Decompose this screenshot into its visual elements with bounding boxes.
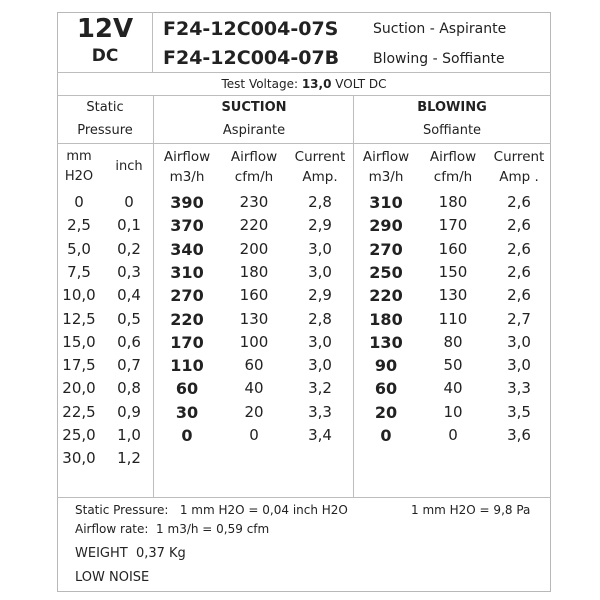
cell-suction-airflow-cfm: 100 bbox=[239, 332, 269, 351]
cell-inch: 0 bbox=[124, 193, 134, 211]
cell-inch: 0,5 bbox=[117, 309, 141, 328]
cell-suction-airflow-m3h: 60 bbox=[175, 379, 199, 399]
cell-mm-h2o: 15,0 bbox=[62, 332, 96, 351]
cell-mm-h2o: 25,0 bbox=[62, 426, 96, 444]
cell-inch: 0,2 bbox=[117, 239, 141, 258]
cell-mm-h2o: 20,0 bbox=[62, 379, 96, 398]
cell-blowing-airflow-cfm: 50 bbox=[443, 356, 463, 375]
cell-mm-h2o: 10,0 bbox=[62, 286, 96, 305]
cell-suction-current: 3,0 bbox=[308, 262, 332, 281]
cell-mm-h2o: 2,5 bbox=[67, 216, 91, 235]
cell-inch: 1,0 bbox=[117, 426, 141, 444]
cell-suction-airflow-cfm: 160 bbox=[239, 286, 269, 305]
cell-blowing-airflow-cfm: 0 bbox=[448, 426, 458, 444]
cell-blowing-current: 3,5 bbox=[507, 402, 531, 421]
cell-blowing-current: 2,6 bbox=[507, 262, 531, 281]
cell-suction-airflow-cfm: 20 bbox=[244, 402, 264, 421]
cell-mm-h2o: 17,5 bbox=[62, 356, 96, 375]
cell-blowing-airflow-m3h: 250 bbox=[369, 262, 403, 282]
model-blowing: F24-12C004-07B bbox=[163, 47, 340, 69]
static-column-divider bbox=[153, 95, 154, 497]
col-suction-airflow-m3h-2: m3/h bbox=[169, 169, 205, 185]
cell-blowing-airflow-m3h: 0 bbox=[380, 426, 392, 445]
col-suction-current-2: Amp. bbox=[302, 169, 338, 185]
col-blowing-airflow-cfm-2: cfm/h bbox=[433, 169, 473, 185]
cell-suction-airflow-m3h: 30 bbox=[175, 402, 199, 422]
cell-blowing-current: 3,0 bbox=[507, 356, 531, 375]
cell-blowing-airflow-m3h: 130 bbox=[369, 332, 403, 352]
col-mm-h2o-1: mm bbox=[66, 149, 92, 164]
cell-mm-h2o: 5,0 bbox=[67, 239, 91, 258]
cell-suction-airflow-cfm: 40 bbox=[244, 379, 264, 398]
cell-blowing-airflow-cfm: 180 bbox=[438, 193, 468, 211]
cell-inch: 0,9 bbox=[117, 402, 141, 421]
cell-blowing-airflow-cfm: 130 bbox=[438, 286, 468, 305]
test-voltage-divider bbox=[57, 95, 551, 96]
col-suction-current-1: Current bbox=[294, 149, 346, 165]
label-blowing: Blowing - Soffiante bbox=[373, 51, 505, 67]
cell-suction-airflow-cfm: 0 bbox=[249, 426, 259, 444]
cell-blowing-current: 2,6 bbox=[507, 216, 531, 235]
cell-inch: 0,8 bbox=[117, 379, 141, 398]
cell-inch: 0,4 bbox=[117, 286, 141, 305]
cell-mm-h2o: 7,5 bbox=[67, 262, 91, 281]
col-blowing-airflow-m3h-1: Airflow bbox=[362, 149, 410, 165]
header-divider bbox=[57, 72, 551, 73]
col-suction-airflow-m3h-1: Airflow bbox=[163, 149, 211, 165]
cell-blowing-airflow-m3h: 310 bbox=[369, 193, 403, 212]
static-pressure-title-2: Pressure bbox=[77, 123, 133, 138]
cell-suction-current: 2,9 bbox=[308, 216, 332, 235]
voltage-big: 12V bbox=[76, 14, 134, 44]
weight: WEIGHT 0,37 Kg bbox=[75, 546, 186, 561]
test-voltage-value: 13,0 bbox=[301, 77, 332, 91]
cell-blowing-airflow-cfm: 80 bbox=[443, 332, 463, 351]
cell-suction-airflow-m3h: 110 bbox=[170, 356, 204, 376]
low-noise: LOW NOISE bbox=[75, 570, 150, 585]
cell-blowing-airflow-m3h: 220 bbox=[369, 286, 403, 306]
cell-blowing-current: 3,3 bbox=[507, 379, 531, 398]
test-voltage bbox=[221, 77, 386, 91]
group-header-divider bbox=[57, 143, 551, 144]
cell-blowing-current: 2,6 bbox=[507, 239, 531, 258]
cell-suction-airflow-m3h: 270 bbox=[170, 286, 204, 306]
cell-blowing-current: 2,6 bbox=[507, 286, 531, 305]
cell-suction-airflow-m3h: 220 bbox=[170, 309, 204, 329]
cell-suction-current: 2,9 bbox=[308, 286, 332, 305]
airflow-rate-conversion: Airflow rate: 1 m3/h = 0,59 cfm bbox=[75, 522, 270, 536]
blowing-group-title: BLOWING bbox=[417, 100, 487, 115]
cell-blowing-airflow-cfm: 150 bbox=[438, 262, 468, 281]
cell-inch: 0,3 bbox=[117, 262, 141, 281]
cell-inch: 0,6 bbox=[117, 332, 141, 351]
col-blowing-airflow-cfm-1: Airflow bbox=[429, 149, 477, 165]
test-voltage-label: Test Voltage: bbox=[221, 77, 298, 91]
cell-suction-airflow-m3h: 310 bbox=[170, 262, 204, 282]
cell-suction-current: 3,0 bbox=[308, 239, 332, 258]
col-inch: inch bbox=[115, 159, 143, 174]
suction-group-subtitle: Aspirante bbox=[222, 123, 286, 138]
cell-blowing-current: 2,6 bbox=[507, 193, 531, 211]
col-suction-airflow-cfm-1: Airflow bbox=[230, 149, 278, 165]
cell-suction-airflow-cfm: 200 bbox=[239, 239, 269, 258]
blowing-group-subtitle: Soffiante bbox=[422, 123, 482, 138]
cell-blowing-airflow-m3h: 290 bbox=[369, 216, 403, 236]
cell-blowing-airflow-cfm: 170 bbox=[438, 216, 468, 235]
label-suction: Suction - Aspirante bbox=[373, 21, 507, 37]
cell-blowing-current: 3,0 bbox=[507, 332, 531, 351]
cell-suction-airflow-cfm: 130 bbox=[239, 309, 269, 328]
cell-suction-airflow-cfm: 60 bbox=[244, 356, 264, 375]
cell-inch: 0,1 bbox=[117, 216, 141, 235]
cell-suction-airflow-cfm: 180 bbox=[239, 262, 269, 281]
cell-mm-h2o: 0 bbox=[74, 193, 84, 211]
cell-suction-airflow-cfm: 230 bbox=[239, 193, 269, 211]
cell-suction-airflow-cfm: 220 bbox=[239, 216, 269, 235]
cell-blowing-airflow-m3h: 180 bbox=[369, 309, 403, 329]
cell-suction-airflow-m3h: 0 bbox=[181, 426, 193, 445]
cell-blowing-airflow-m3h: 60 bbox=[374, 379, 398, 399]
cell-mm-h2o: 30,0 bbox=[62, 449, 96, 468]
cell-blowing-current: 2,7 bbox=[507, 309, 531, 328]
cell-inch: 1,2 bbox=[117, 449, 141, 468]
cell-inch: 0,7 bbox=[117, 356, 141, 375]
static-pressure-title-1: Static bbox=[86, 100, 124, 115]
cell-blowing-airflow-m3h: 20 bbox=[374, 402, 398, 422]
cell-blowing-current: 3,6 bbox=[507, 426, 531, 444]
static-pressure-conversion: Static Pressure: 1 mm H2O = 0,04 inch H2O bbox=[75, 503, 348, 517]
model-suction: F24-12C004-07S bbox=[163, 18, 339, 40]
cell-suction-airflow-m3h: 390 bbox=[170, 193, 204, 212]
cell-blowing-airflow-m3h: 90 bbox=[374, 356, 398, 376]
cell-suction-current: 3,3 bbox=[308, 402, 332, 421]
cell-blowing-airflow-cfm: 10 bbox=[443, 402, 463, 421]
cell-suction-airflow-m3h: 170 bbox=[170, 332, 204, 352]
header-column-divider bbox=[152, 12, 153, 72]
cell-mm-h2o: 22,5 bbox=[62, 402, 96, 421]
test-voltage-unit: VOLT DC bbox=[335, 77, 387, 91]
cell-suction-current: 2,8 bbox=[308, 193, 332, 211]
col-blowing-current-1: Current bbox=[493, 149, 545, 165]
cell-suction-current: 3,2 bbox=[308, 379, 332, 398]
cell-blowing-airflow-cfm: 110 bbox=[438, 309, 468, 328]
cell-suction-current: 3,0 bbox=[308, 356, 332, 375]
cell-mm-h2o: 12,5 bbox=[62, 309, 96, 328]
cell-suction-airflow-m3h: 340 bbox=[170, 239, 204, 259]
pascal-conversion: 1 mm H2O = 9,8 Pa bbox=[411, 503, 531, 517]
voltage-dc: DC bbox=[91, 46, 119, 66]
cell-suction-current: 3,0 bbox=[308, 332, 332, 351]
cell-suction-current: 2,8 bbox=[308, 309, 332, 328]
col-blowing-current-2: Amp . bbox=[499, 169, 539, 185]
suction-blowing-divider bbox=[353, 95, 354, 497]
cell-blowing-airflow-cfm: 40 bbox=[443, 379, 463, 398]
suction-group-title: SUCTION bbox=[221, 100, 287, 115]
cell-blowing-airflow-cfm: 160 bbox=[438, 239, 468, 258]
col-suction-airflow-cfm-2: cfm/h bbox=[234, 169, 274, 185]
footer-divider bbox=[57, 497, 551, 498]
col-blowing-airflow-m3h-2: m3/h bbox=[368, 169, 404, 185]
cell-blowing-airflow-m3h: 270 bbox=[369, 239, 403, 259]
cell-suction-current: 3,4 bbox=[308, 426, 332, 444]
col-mm-h2o-2: H2O bbox=[64, 169, 94, 184]
cell-suction-airflow-m3h: 370 bbox=[170, 216, 204, 236]
